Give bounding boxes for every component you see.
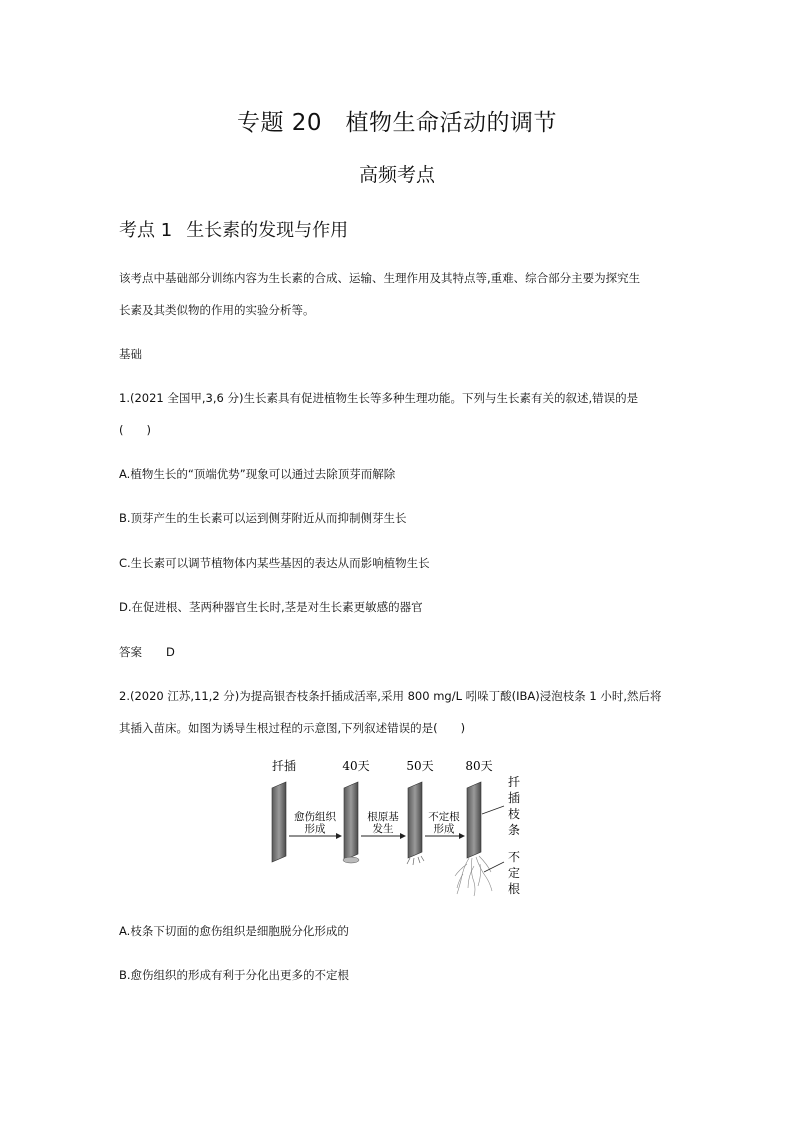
branch-label-char-4: 条 [507, 823, 521, 837]
q2-option-a: A.枝条下切面的愈伤组织是细胞脱分化形成的 [119, 924, 349, 938]
arrow1-line2: 形成 [304, 823, 326, 835]
arrow3-line2: 形成 [433, 823, 455, 835]
q1-answer [119, 644, 175, 660]
callus-40d [343, 857, 359, 863]
page-subtitle: 高频考点 [358, 164, 435, 186]
arrow3-line1: 不定根 [428, 811, 460, 823]
answer-value: D [166, 645, 175, 659]
branch-label-char-2: 插 [507, 791, 521, 805]
q1-stem-line-1: 1.(2021 全国甲,3,6 分)生长素具有促进植物生长等多种生理功能。下列与生长素有关的叙述,错误的是 [119, 391, 639, 405]
stem-80d [467, 782, 481, 858]
root-label [508, 850, 520, 896]
q1-option-a: A.植物生长的“顶端优势”现象可以通过去除顶芽而解除 [119, 467, 396, 481]
root-label-char-3: 根 [507, 882, 521, 896]
stem-40d [344, 782, 358, 860]
root-pointer [484, 862, 504, 872]
stage-label-80d: 80天 [465, 759, 493, 773]
branch-label-char-3: 枝 [507, 807, 521, 821]
stage-label-40d: 40天 [342, 759, 370, 773]
branch-label-char-1: 扦 [507, 775, 521, 789]
q1-option-d: D.在促进根、茎两种器官生长时,茎是对生长素更敏感的器官 [119, 600, 423, 614]
branch-label [508, 774, 520, 837]
arrow1-line1: 愈伤组织 [294, 811, 336, 823]
rooting-process-figure [258, 756, 528, 898]
adventitious-roots-80d [455, 856, 492, 896]
stage-label-50d: 50天 [406, 759, 434, 773]
section-name: 生长素的发现与作用 [186, 220, 349, 241]
intro-line-1: 该考点中基础部分训练内容为生长素的合成、运输、生理作用及其特点等,重难、综合部分主要为探究生 [119, 271, 641, 285]
stem-50d [408, 782, 422, 858]
root-label-char-2: 定 [507, 866, 521, 880]
arrow2-line2: 发生 [372, 823, 394, 835]
level-label: 基础 [119, 347, 142, 361]
root-label-char-1: 不 [507, 850, 521, 864]
q1-stem-line-2: ( ) [119, 423, 151, 437]
page-title: 专题 20 植物生命活动的调节 [236, 110, 558, 136]
q2-option-b: B.愈伤组织的形成有利于分化出更多的不定根 [119, 968, 350, 982]
intro-line-2: 长素及其类似物的作用的实验分析等。 [119, 303, 315, 317]
q1-option-c: C.生长素可以调节植物体内某些基因的表达从而影响植物生长 [119, 556, 430, 570]
q2-stem-line-2: 其插入苗床。如图为诱导生根过程的示意图,下列叙述错误的是( ) [119, 721, 466, 735]
section-heading [119, 216, 348, 242]
answer-label: 答案 [119, 645, 142, 659]
arrow2-line1: 根原基 [367, 811, 399, 823]
branch-pointer [482, 806, 504, 814]
stage-label-cutting: 扦插 [271, 759, 297, 773]
stem-cutting [272, 782, 286, 862]
section-label: 考点 1 [119, 220, 173, 241]
q2-stem-line-1: 2.(2020 江苏,11,2 分)为提高银杏枝条扦插成活率,采用 800 mg/L 吲哚丁酸(IBA)浸泡枝条 1 小时,然后将 [119, 689, 662, 703]
q1-option-b: B.顶芽产生的生长素可以运到侧芽附近从而抑制侧芽生长 [119, 511, 407, 525]
